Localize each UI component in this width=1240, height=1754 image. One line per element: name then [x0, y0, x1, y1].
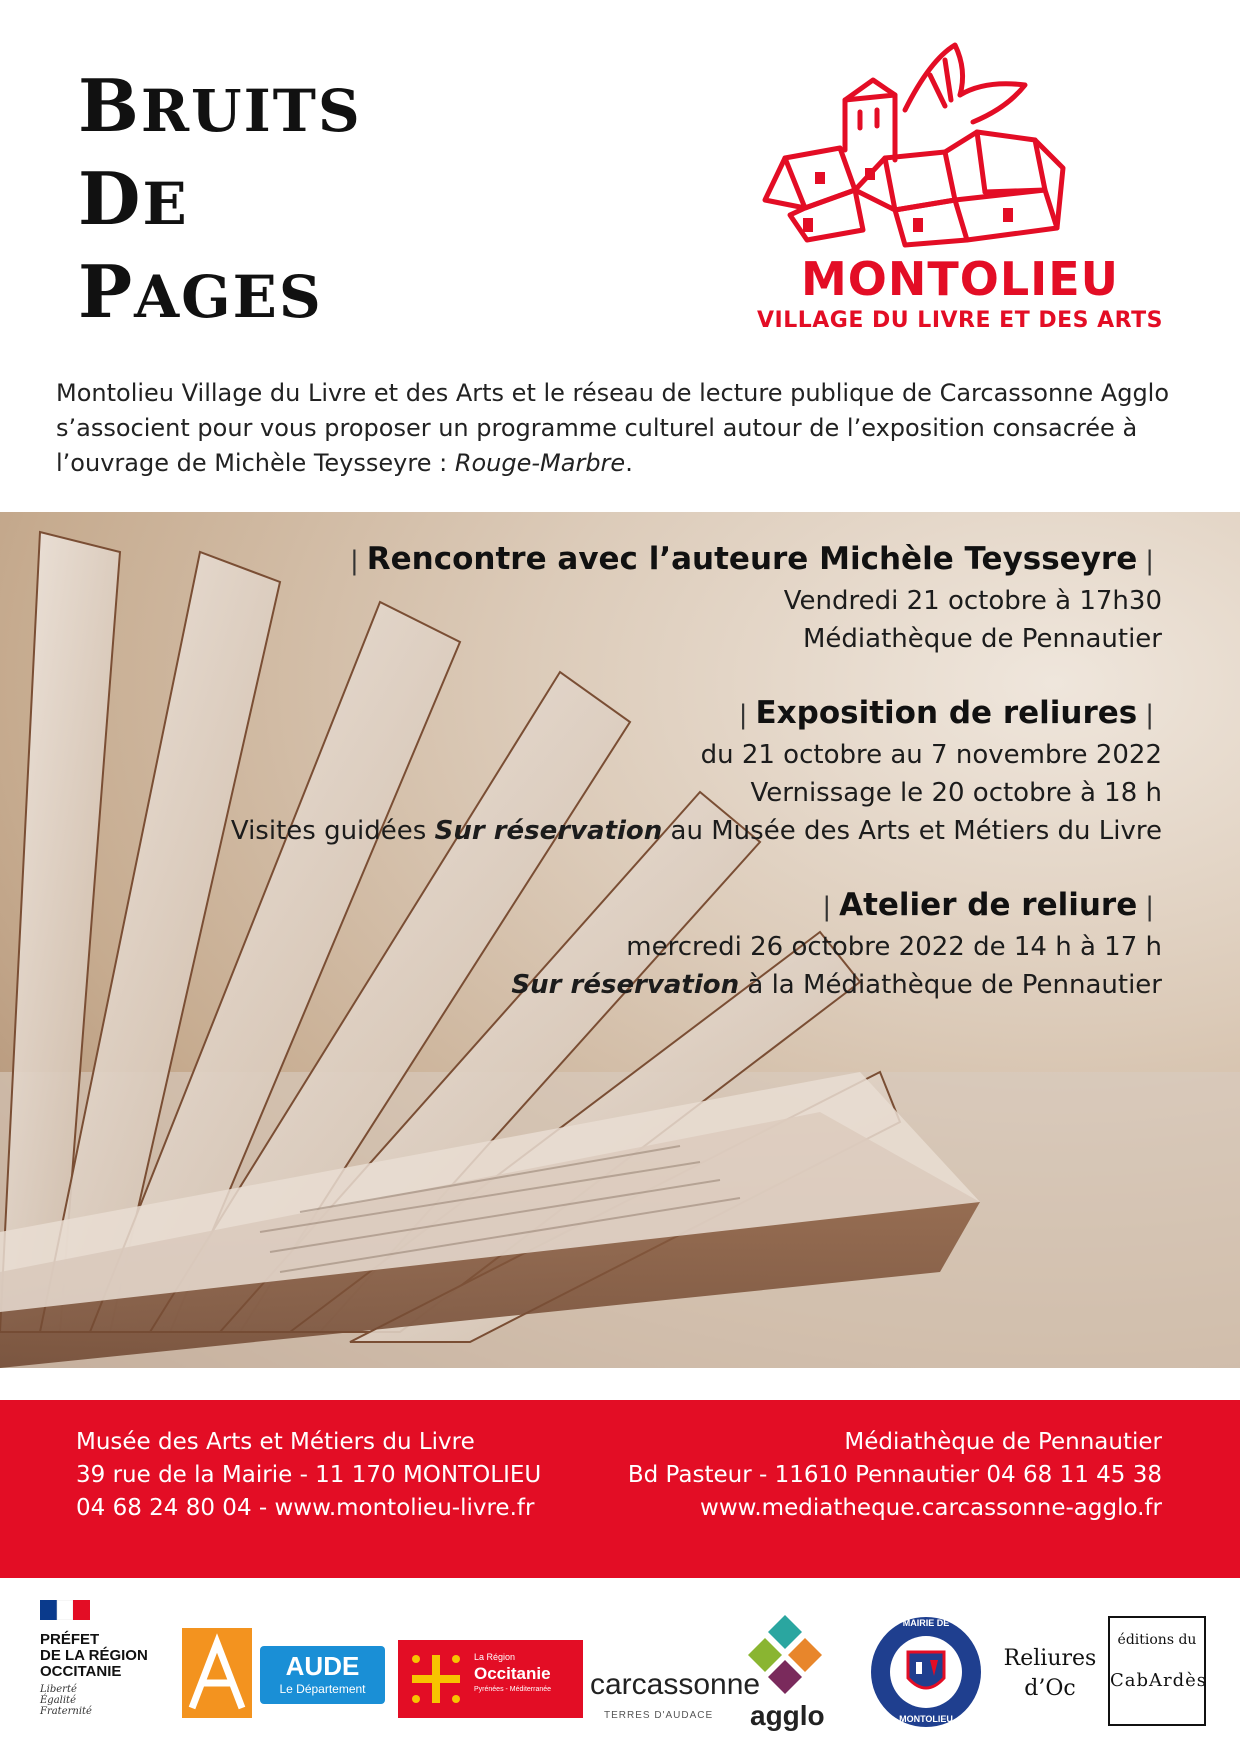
montolieu-logo — [745, 40, 1175, 340]
occitan-cross-icon — [406, 1649, 466, 1709]
event-date: mercredi 26 octobre 2022 de 14 h à 17 h — [626, 932, 1162, 962]
french-flag-icon — [40, 1600, 90, 1620]
seal-icon — [868, 1614, 984, 1730]
event-exposition — [62, 692, 1162, 850]
event-date: Vendredi 21 octobre à 17h30 — [783, 586, 1162, 616]
contact-footer — [0, 1400, 1240, 1578]
event-atelier — [62, 884, 1162, 1004]
aude-emblem-icon — [182, 1628, 252, 1718]
book-title: Rouge-Marbre — [454, 449, 626, 477]
partner-logos — [0, 1600, 1240, 1754]
mediatheque-website: www.mediatheque.carcassonne-agglo.fr — [700, 1495, 1162, 1521]
intro-paragraph: Montolieu Village du Livre et des Arts et le réseau de lecture publique de Carcassonne Agglo s’associent pour vous proposer un programme culturel autour de l’exposition consacrée à l’ouvrage de Michèle Teysseyre : Rouge-Marbre. — [56, 379, 1170, 477]
event-visits: Visites guidées Sur réservation au Musée des Arts et Métiers du Livre — [230, 816, 1162, 846]
aude-departement-logo: AUDE Le Département — [260, 1646, 385, 1704]
event-rencontre — [62, 538, 1162, 658]
event-title: | Atelier de reliure | — [822, 887, 1154, 923]
mairie-montolieu-seal: MAIRIE DE MONTOLIEU — [868, 1614, 984, 1730]
title-line-2: DE — [78, 156, 189, 241]
mediatheque-contact: Médiathèque de Pennautier Bd Pasteur - 11610 Pennautier 04 68 11 45 38 www.mediatheque.carcassonne-agglo.fr — [628, 1426, 1162, 1525]
event-date: du 21 octobre au 7 novembre 2022 — [700, 740, 1162, 770]
logo-subtitle: VILLAGE DU LIVRE ET DES ARTS — [757, 308, 1163, 333]
title-line-1: BRUITS — [78, 63, 362, 148]
event-title: | Exposition de reliures | — [738, 695, 1154, 731]
village-book-icon — [745, 40, 1175, 250]
event-location: Médiathèque de Pennautier — [803, 624, 1162, 654]
prefet-logo: PRÉFET DE LA RÉGION OCCITANIE Liberté Égalité Fraternité — [40, 1600, 180, 1750]
poster-title — [78, 62, 362, 341]
reliures-doc-logo: Reliures d’Oc — [1003, 1646, 1097, 1701]
event-title: | Rencontre avec l’auteure Michèle Teysseyre | — [350, 541, 1154, 577]
region-occitanie-logo: La Région Occitanie Pyrénées - Méditerranée — [398, 1640, 583, 1718]
museum-contact: Musée des Arts et Métiers du Livre 39 rue de la Mairie - 11 170 MONTOLIEU 04 68 24 80 04 - www.montolieu-livre.fr — [76, 1426, 541, 1525]
carcassonne-agglo-logo: carcassonne TERRES D'AUDACE agglo — [590, 1610, 840, 1740]
event-vernissage: Vernissage le 20 octobre à 18 h — [750, 778, 1162, 808]
museum-phone-website: 04 68 24 80 04 - www.montolieu-livre.fr — [76, 1495, 535, 1521]
events-list — [62, 538, 1162, 1038]
title-line-3: PAGES — [78, 249, 323, 334]
logo-name: MONTOLIEU — [800, 252, 1120, 306]
event-reservation: Sur réservation à la Médiathèque de Pennautier — [511, 970, 1162, 1000]
editions-cabardes-logo: éditions du CabArdès — [1108, 1616, 1206, 1726]
